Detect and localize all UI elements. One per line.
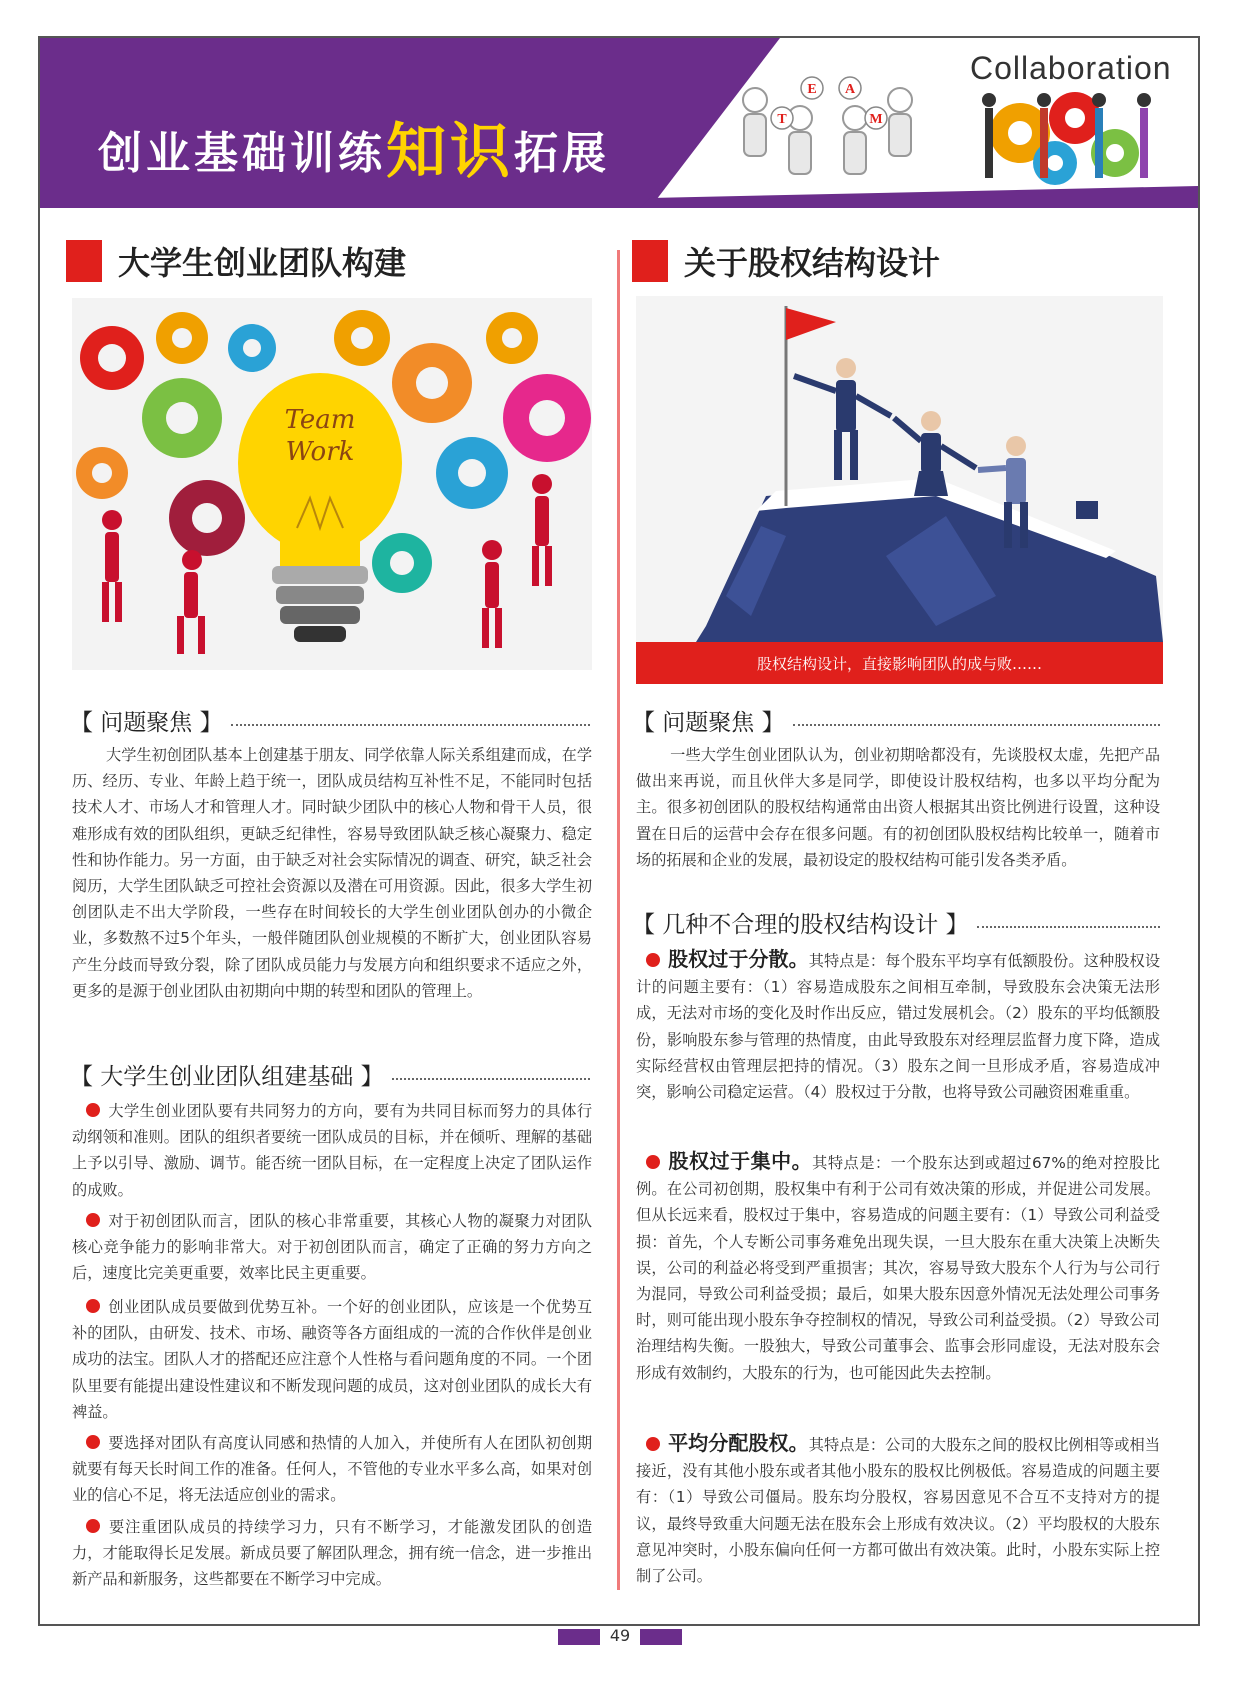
bad-structure-item bbox=[636, 1148, 1160, 1386]
bullet-dot-icon bbox=[646, 1437, 660, 1451]
left-basis-heading bbox=[70, 1058, 590, 1091]
right-section-title-text: 关于股权结构设计 bbox=[684, 244, 941, 282]
basis-item bbox=[72, 1294, 592, 1425]
basis-item-text: 创业团队成员要做到优势互补。一个好的创业团队，应该是一个优势互补的团队，由研发、技术、市场、融资等各方面组成的一流的合作伙伴是创业成功的法宝。团队人才的搭配还应注意个人性格与看问题角度的不同。一个团队里要有能提出建设性建议和不断发现问题的成员，这对创业团队的成长大有裨益。 bbox=[72, 1298, 592, 1421]
bad-item-lead: 股权过于集中。 bbox=[668, 1149, 813, 1173]
collaboration-tagline: Collaboration bbox=[970, 50, 1172, 86]
climbing-illustration bbox=[636, 296, 1163, 642]
title-square-icon bbox=[66, 240, 102, 282]
title-square-icon bbox=[632, 240, 668, 282]
column-divider bbox=[617, 250, 620, 1590]
basis-item-text: 大学生创业团队要有共同努力的方向，要有为共同目标而努力的具体行动纲领和准则。团队的组织者要统一团队成员的目标，并在倾听、理解的基础上予以引导、激励、调节。能否统一团队目标，在一定程度上决定了团队运作的成败。 bbox=[72, 1102, 592, 1199]
team-figures-illustration bbox=[743, 77, 912, 174]
right-focus-text: 一些大学生创业团队认为，创业初期啥都没有，先谈股权太虚，先把产品做出来再说，而且伙伴大多是同学，即使设计股权结构，也多以平均分配为主。很多初创团队的股权结构通常由出资人根据其出资比例进行设置，这种设置在日后的运营中会存在很多问题。有的初创团队股权结构比较单一，随着市场的拓展和企业的发展，最初设定的股权结构可能引发各类矛盾。 bbox=[636, 746, 1160, 869]
team-letter-m: M bbox=[869, 112, 883, 127]
bad-item-text: 其特点是：一个股东达到或超过67%的绝对控股比例。在公司初创期，股权集中有利于公司有效决策的形成，并促进公司发展。但从长远来看，股权过于集中，容易造成的问题主要有：（1）导致公司利益受损：首先，个人专断公司事务难免出现失误，一旦大股东在重大决策上决断失误，公司的利益必将受到严重损害；其次，容易导致大股东个人行为与公司行为混同，导致公司利益受损；最后，如果大股东因意外情况无法处理公司事务时，则可能出现小股东争夺控制权的情况，导致公司利益受损。（2）导致公司治理结构失衡。一股独大，导致公司董事会、监事会形同虚设，无法对股东会形成有效制约，大股东的行为，也可能因此失去控制。 bbox=[636, 1154, 1160, 1382]
footer-bar-left bbox=[558, 1629, 600, 1645]
banner-title-part2: 拓展 bbox=[514, 128, 610, 179]
header-banner bbox=[40, 38, 1198, 208]
page-number: 49 bbox=[609, 1626, 631, 1645]
climbing-team-flag-icon bbox=[636, 296, 1163, 642]
bullet-dot-icon bbox=[86, 1519, 100, 1533]
bad-structure-item bbox=[636, 946, 1160, 1105]
left-focus-text: 大学生初创团队基本上创建基于朋友、同学依靠人际关系组建而成，在学历、经历、专业、年龄上趋于统一，团队成员结构互补性不足，不能同时包括技术人才、市场人才和管理人才。同时缺少团队中的核心人物和骨干人员，很难形成有效的团队组织，更缺乏纪律性，容易导致团队缺乏核心凝聚力、稳定性和协作能力。另一方面，由于缺乏对社会实际情况的调查、研究，缺乏社会阅历，大学生团队缺乏可控社会资源以及潜在可用资源。因此，很多大学生初创团队走不出大学阶段，一些存在时间较长的大学生创业团队创办的小微企业，多数熬不过5个年头，一般伴随团队创业规模的不断扩大，创业团队容易产生分歧而导致分裂，除了团队成员能力与发展方向和组织要求不适应之外，更多的是源于创业团队由初期向中期的转型和团队的管理上。 bbox=[72, 746, 592, 1000]
bad-item-text: 其特点是：每个股东平均享有低额股份。这种股权设计的问题主要有：（1）容易造成股东之间相互牵制，导致股东会决策无法形成，无法对市场的变化及时作出反应，错过发展机会。（2）股东的平均低额股份，影响股东参与管理的热情度，由此导致股东对经理层监督力度下降，造成实际经营权由管理层把持的情况。（3）股东之间一旦形成矛盾，容易造成冲突，影响公司稳定运营。（4）股权过于分散，也将导致公司融资困难重重。 bbox=[636, 952, 1161, 1102]
right-focus-paragraph bbox=[636, 742, 1160, 873]
basis-item bbox=[72, 1208, 592, 1287]
bullet-dot-icon bbox=[86, 1213, 100, 1227]
collaboration-gears-icon bbox=[982, 92, 1151, 185]
banner-title bbox=[98, 104, 610, 190]
banner-title-highlight: 知识 bbox=[386, 117, 514, 187]
basis-item bbox=[72, 1098, 592, 1203]
teamwork-lightbulb-gears-icon bbox=[72, 298, 592, 670]
bad-structure-item bbox=[636, 1430, 1160, 1589]
right-bad-heading-text: 【 几种不合理的股权结构设计 】 bbox=[632, 912, 969, 938]
lightbulb-icon bbox=[238, 373, 402, 642]
bad-item-lead: 股权过于分散。 bbox=[668, 947, 809, 971]
basis-item-text: 要注重团队成员的持续学习力，只有不断学习，才能激发团队的创造力，才能取得长足发展。新成员要了解团队理念，拥有统一信念，进一步推出新产品和新服务，这些都要在不断学习中完成。 bbox=[72, 1518, 592, 1589]
right-section-title bbox=[632, 236, 940, 286]
right-focus-heading-text: 【 问题聚焦 】 bbox=[632, 710, 785, 736]
bad-item-lead: 平均分配股权。 bbox=[668, 1431, 809, 1455]
bullet-dot-icon bbox=[86, 1103, 100, 1117]
basis-item bbox=[72, 1430, 592, 1509]
team-letter-a: A bbox=[844, 82, 856, 97]
basis-item-text: 对于初创团队而言，团队的核心非常重要，其核心人物的凝聚力对团队核心竞争能力的影响非常大。对于初创团队而言，确定了正确的努力方向之后，速度比完美更重要，效率比民主更重要。 bbox=[72, 1212, 592, 1283]
teamwork-text-line1: Team bbox=[284, 405, 356, 435]
bullet-dot-icon bbox=[86, 1435, 100, 1449]
left-focus-heading-text: 【 问题聚焦 】 bbox=[70, 710, 223, 736]
team-letter-e: E bbox=[807, 82, 817, 97]
right-focus-heading bbox=[632, 704, 1160, 737]
banner-title-part1: 创业基础训练 bbox=[98, 128, 386, 179]
teamwork-illustration bbox=[72, 298, 592, 670]
page-footer bbox=[558, 1622, 682, 1652]
left-section-title-text: 大学生创业团队构建 bbox=[118, 244, 407, 282]
teamwork-text-line2: Work bbox=[285, 437, 355, 467]
left-focus-heading bbox=[70, 704, 590, 737]
basis-item-text: 要选择对团队有高度认同感和热情的人加入，并使所有人在团队初创期就要有每天长时间工作的准备。任何人，不管他的专业水平多么高，如果对创业的信心不足，将无法适应创业的需求。 bbox=[72, 1434, 592, 1505]
footer-bar-right bbox=[640, 1629, 682, 1645]
team-letter-t: T bbox=[777, 112, 787, 127]
bullet-dot-icon bbox=[646, 953, 660, 967]
left-section-title bbox=[66, 236, 406, 286]
bullet-dot-icon bbox=[646, 1155, 660, 1169]
left-basis-heading-text: 【 大学生创业团队组建基础 】 bbox=[70, 1064, 384, 1090]
basis-item bbox=[72, 1514, 592, 1593]
bullet-dot-icon bbox=[86, 1299, 100, 1313]
right-bad-heading bbox=[632, 906, 1160, 939]
bad-item-text: 其特点是：公司的大股东之间的股权比例相等或相当接近，没有其他小股东或者其他小股东的股权比例极低。容易造成的问题主要有：（1）导致公司僵局。股东均分股权，容易因意见不合互不支持对方的提议，最终导致重大问题无法在股东会上形成有效决议。（2）平均股权的大股东意见冲突时，小股东偏向任何一方都可做出有效决策。此时，小股东实际上控制了公司。 bbox=[636, 1436, 1161, 1586]
illustration-caption: 股权结构设计，直接影响团队的成与败…… bbox=[636, 642, 1163, 684]
left-focus-paragraph bbox=[72, 742, 592, 1004]
